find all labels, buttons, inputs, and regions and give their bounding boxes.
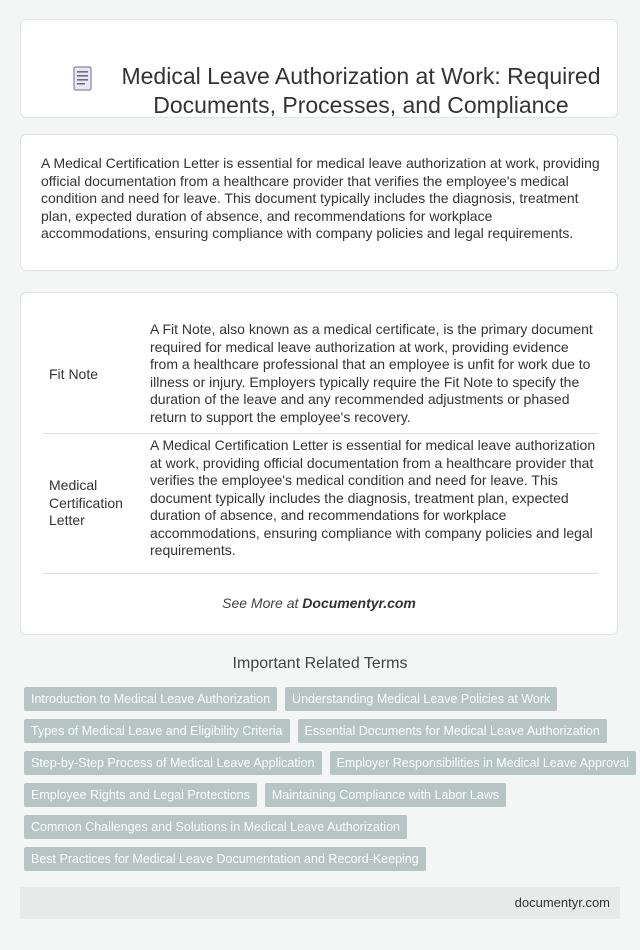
header-card [20, 19, 618, 118]
intro-card [20, 134, 618, 271]
intro-text: A Medical Certification Letter is essential for medical leave authorization at work, providing official documentation from a healthcare provider that verifies the employee's medical condition and need for leave. This document typically includes the diagnosis, treatment plan, expected duration of absence, and recommendations for workplace accommodations, ensuring compliance with company policies and legal requirements. [41, 155, 600, 241]
see-more-prefix: See More at [222, 595, 303, 611]
related-tag[interactable]: Understanding Medical Leave Policies at Work [285, 687, 557, 711]
related-tag[interactable]: Maintaining Compliance with Labor Laws [265, 783, 506, 807]
related-tag[interactable]: Common Challenges and Solutions in Medical Leave Authorization [24, 815, 407, 839]
document-icon [72, 66, 94, 92]
definition-cell: A Medical Certification Letter is essential for medical leave authorization at work, providing official documentation from a healthcare provider that verifies the employee's medical condition and need for leave. This document typically includes the diagnosis, treatment plan, expected duration of absence, and recommendations for workplace accommodations, ensuring compliance with company policies and legal requirements. [150, 437, 596, 558]
related-terms-heading: Important Related Terms [232, 655, 408, 672]
definitions-table [20, 292, 618, 635]
table-row [43, 320, 598, 434]
related-tag[interactable]: Employer Responsibilities in Medical Leave Approval [330, 751, 637, 775]
footer-bar [20, 887, 620, 919]
page-title: Medical Leave Authorization at Work: Required Documents, Processes, and Compliance [121, 63, 601, 118]
related-tag[interactable]: Step-by-Step Process of Medical Leave Application [24, 751, 322, 775]
related-tag[interactable]: Introduction to Medical Leave Authorization [24, 687, 277, 711]
table-row [43, 434, 598, 574]
footer-site-link[interactable]: documentyr.com [514, 895, 610, 910]
related-tag[interactable]: Employee Rights and Legal Protections [24, 783, 257, 807]
related-tag[interactable]: Types of Medical Leave and Eligibility Criteria [24, 719, 290, 743]
related-tag[interactable]: Essential Documents for Medical Leave Authorization [298, 719, 607, 743]
term-cell: Fit Note [49, 366, 99, 382]
see-more-line [21, 595, 617, 611]
definition-cell: A Fit Note, also known as a medical certificate, is the primary document required for medical leave authorization at work, providing evidence from a healthcare professional that an employee is unfit for work due to illness or injury. Employers typically require the Fit Note to specify the duration of the leave and any recommended adjustments or phased return to support the employee's recovery. [150, 321, 593, 425]
related-tag[interactable]: Best Practices for Medical Leave Documentation and Record-Keeping [24, 847, 426, 871]
term-cell: Medical Certification Letter [49, 477, 123, 528]
see-more-link[interactable]: Documentyr.com [302, 595, 416, 611]
